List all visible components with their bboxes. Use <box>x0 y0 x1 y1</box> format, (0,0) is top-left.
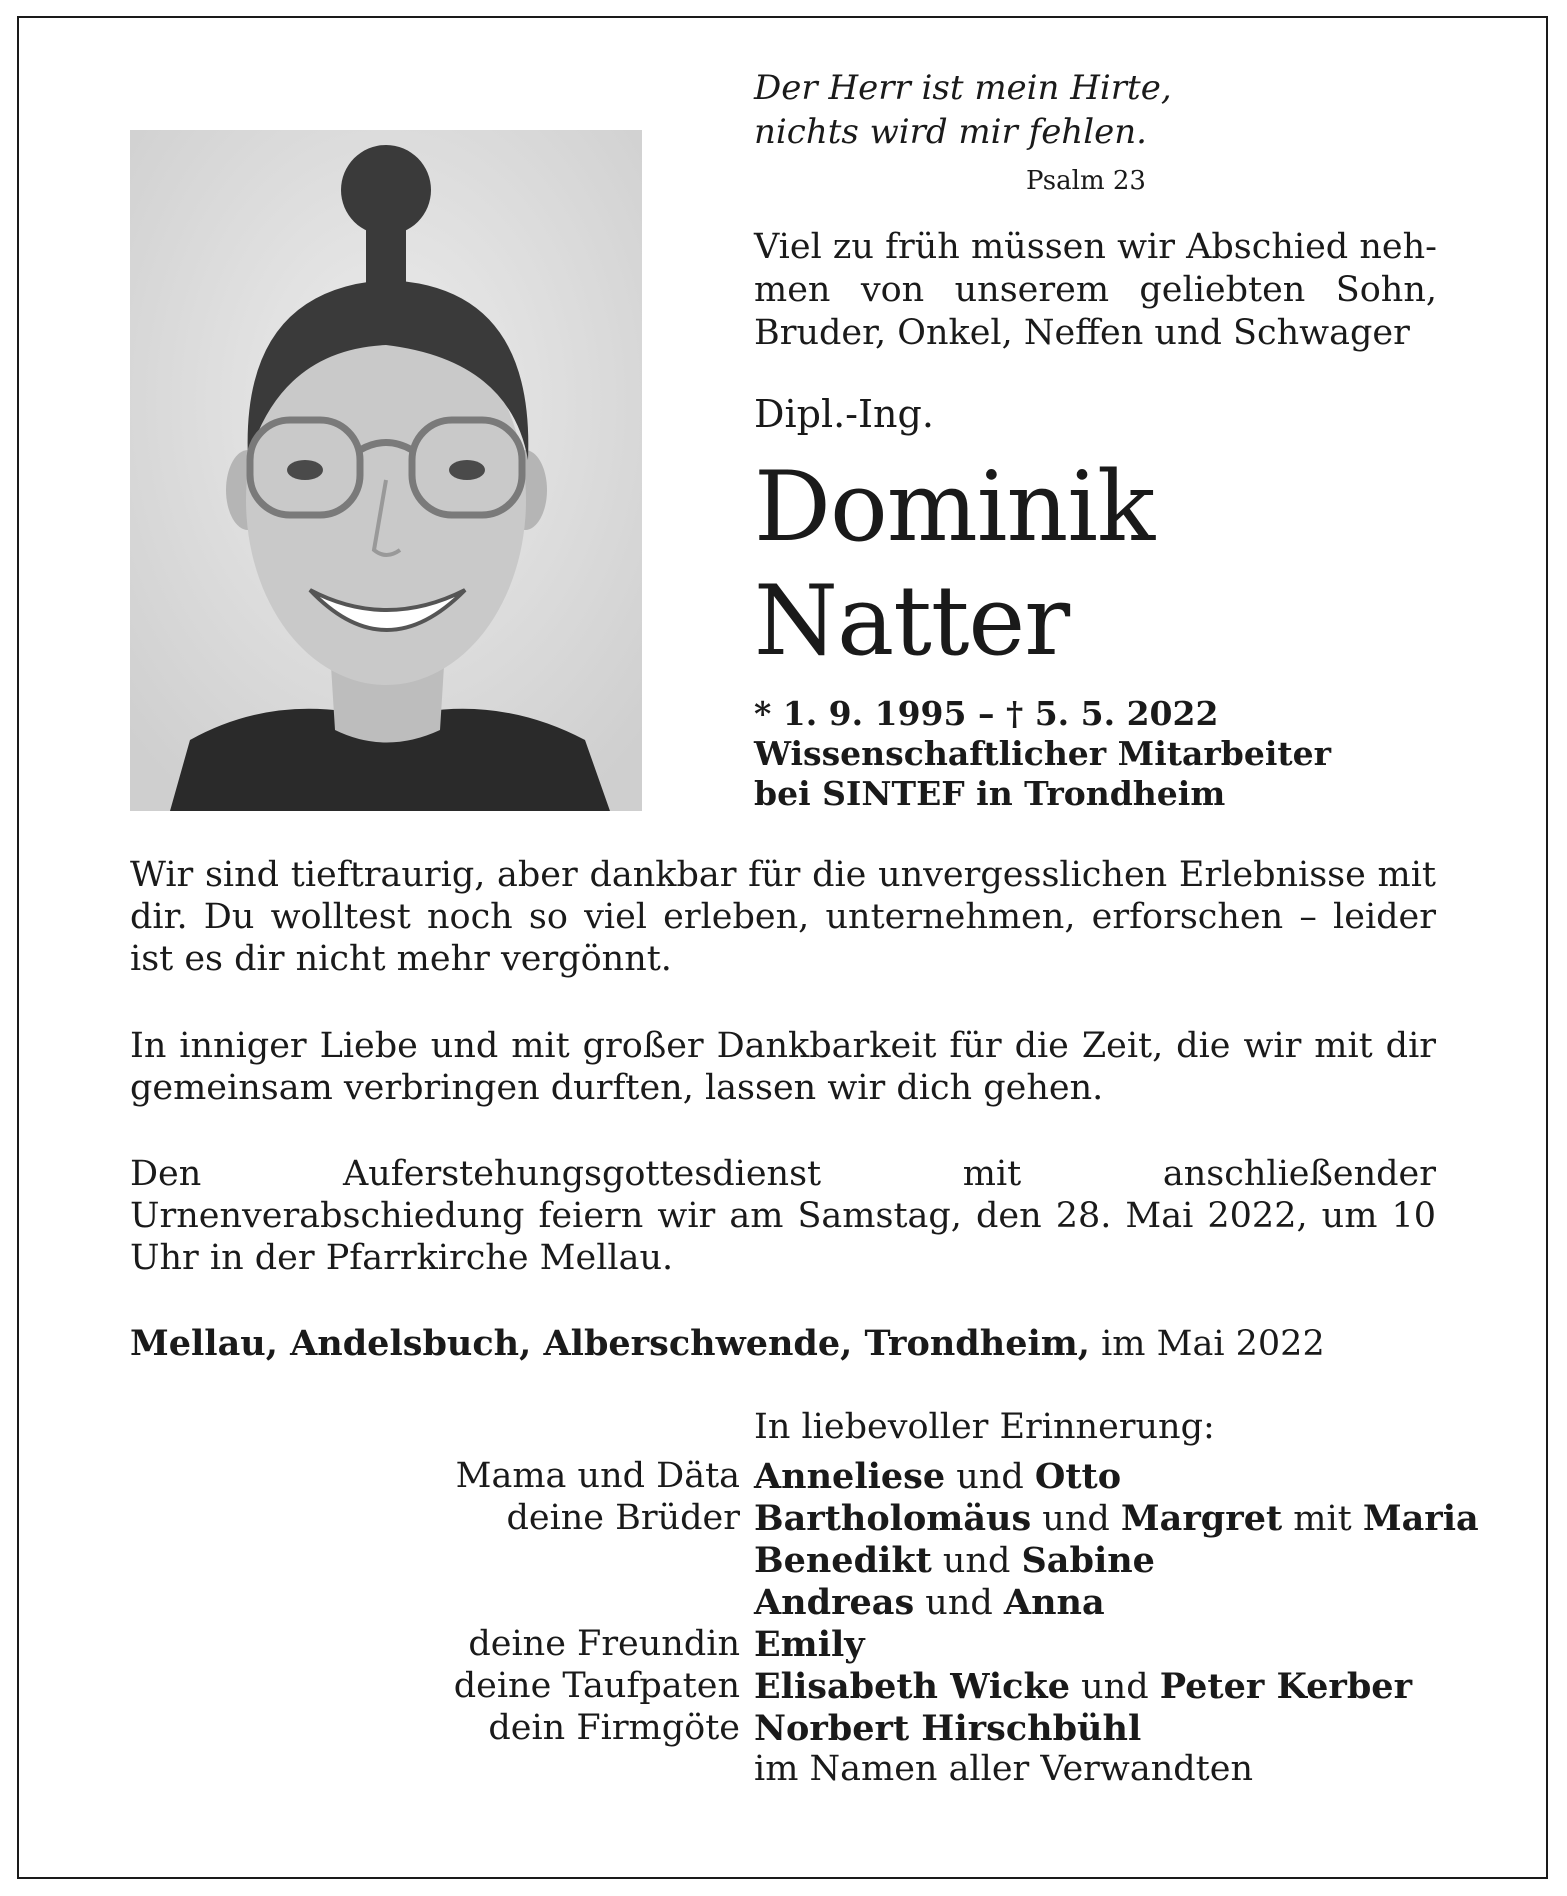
name-bartholomaeus: Bartholomäus <box>754 1498 1032 1539</box>
places-date: im Mai 2022 <box>1089 1324 1325 1364</box>
name-otto: Otto <box>1034 1456 1122 1497</box>
conjunction: und <box>914 1583 1004 1623</box>
name-emily: Emily <box>754 1624 865 1665</box>
places-names: Mellau, Andelsbuch, Alberschwende, Trondheim, <box>130 1323 1090 1364</box>
first-name: Dominik <box>754 451 1155 563</box>
conjunction: und <box>1031 1499 1121 1539</box>
name-anna: Anna <box>1003 1582 1105 1623</box>
name-benedikt: Benedikt <box>754 1540 932 1581</box>
family-brother-1 <box>754 1498 1479 1539</box>
last-name: Natter <box>754 565 1070 677</box>
portrait-image <box>130 130 642 811</box>
paragraph-gratitude: In inniger Liebe und mit großer Dankbarkeit für die Zeit, die wir mit dir gemeinsam verbringen durften, lassen wir dich gehen. <box>130 1026 1436 1108</box>
name-maria: Maria <box>1362 1498 1479 1539</box>
intro-text: Viel zu früh müssen wir Abschied neh-men von unserem geliebten Sohn, Bruder, Onkel, Neffen und Schwager <box>754 227 1437 353</box>
name-margret: Margret <box>1120 1498 1283 1539</box>
conjunction: und <box>1070 1667 1160 1707</box>
name-anneliese: Anneliese <box>754 1456 946 1497</box>
family-brother-2 <box>754 1540 1155 1581</box>
psalm-line-1: Der Herr ist mein Hirte, <box>754 68 1172 108</box>
portrait-photo <box>130 130 642 811</box>
conjunction: und <box>945 1457 1035 1497</box>
name-peter-kerber: Peter Kerber <box>1159 1666 1413 1707</box>
family-confirmation-sponsor <box>754 1708 1141 1749</box>
conjunction: und <box>931 1541 1022 1581</box>
relation-godparents: deine Taufpaten <box>453 1666 740 1706</box>
family-godparents <box>754 1666 1412 1707</box>
psalm-line-2: nichts wird mir fehlen. <box>754 112 1147 152</box>
occupation-line-2: bei SINTEF in Trondheim <box>754 774 1226 813</box>
conjunction: mit <box>1282 1499 1363 1539</box>
relation-brothers: deine Brüder <box>506 1498 740 1538</box>
paragraph-farewell: Wir sind tieftraurig, aber dankbar für die unvergesslichen Erlebnisse mit dir. Du wolltest noch so viel erleben, unternehmen, erforschen – leider ist es dir nicht mehr vergönnt. <box>130 855 1436 979</box>
name-norbert-hirschbuehl: Norbert Hirschbühl <box>754 1708 1142 1749</box>
relation-parents: Mama und Däta <box>455 1456 740 1496</box>
psalm-reference: Psalm 23 <box>1026 166 1146 196</box>
family-parents <box>754 1456 1121 1497</box>
family-girlfriend <box>754 1624 865 1665</box>
academic-title: Dipl.-Ing. <box>754 392 934 436</box>
relation-girlfriend: deine Freundin <box>468 1624 740 1664</box>
life-dates: * 1. 9. 1995 – † 5. 5. 2022 <box>754 694 1219 733</box>
occupation-line-1: Wissenschaftlicher Mitarbeiter <box>754 734 1331 773</box>
relation-confirmation-sponsor: dein Firmgöte <box>488 1708 740 1748</box>
closing-line: im Namen aller Verwandten <box>754 1749 1253 1789</box>
family-brother-3 <box>754 1582 1105 1623</box>
name-sabine: Sabine <box>1021 1540 1155 1581</box>
name-andreas: Andreas <box>754 1582 915 1623</box>
name-elisabeth-wicke: Elisabeth Wicke <box>754 1666 1071 1707</box>
memory-heading: In liebevoller Erinnerung: <box>754 1407 1215 1447</box>
places-line <box>130 1323 1325 1364</box>
paragraph-service: Den Auferstehungsgottesdienst mit anschließender Urnenverabschiedung feiern wir am Samstag, den 28. Mai 2022, um 10 Uhr in der Pfarrkirche Mellau. <box>130 1154 1436 1278</box>
